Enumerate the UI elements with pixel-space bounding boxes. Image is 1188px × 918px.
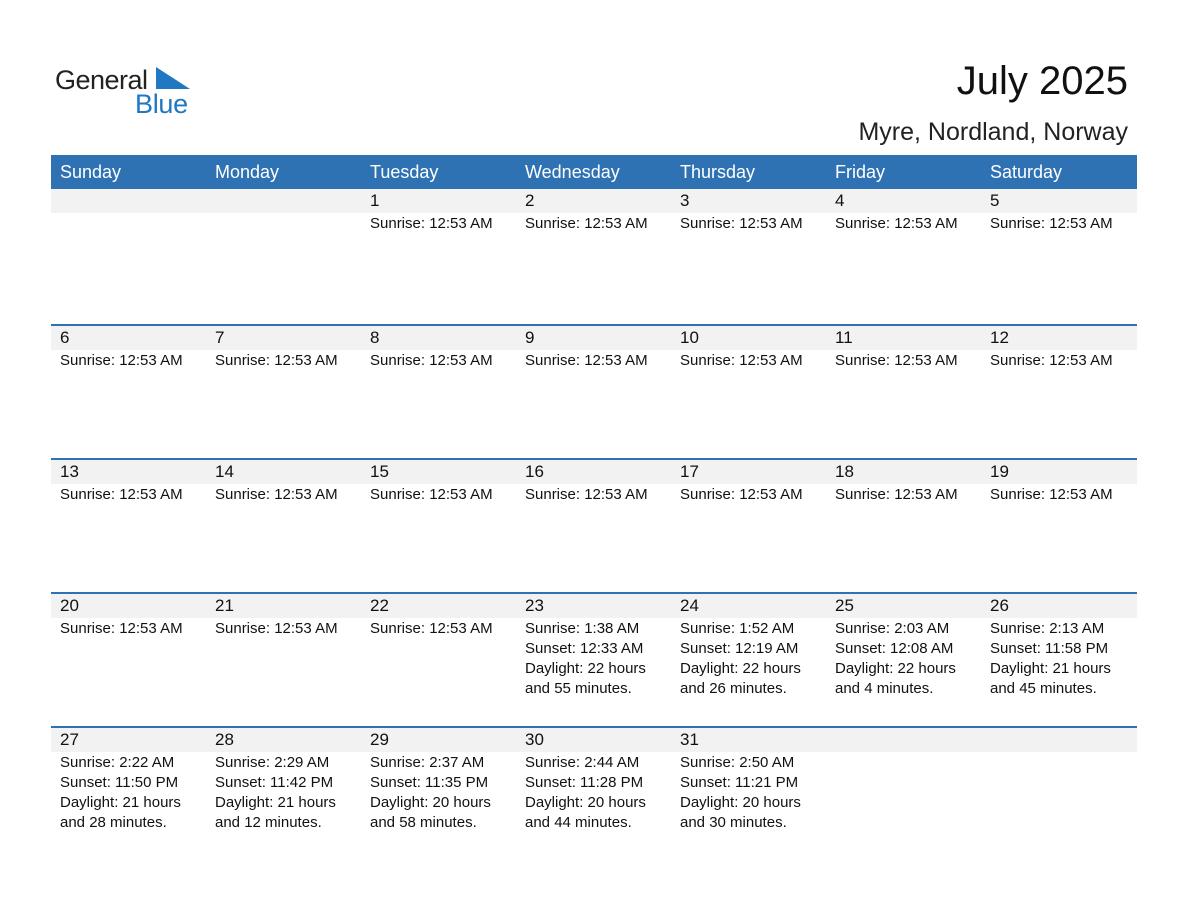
sun-info bbox=[990, 484, 1137, 505]
day-cell bbox=[671, 460, 826, 505]
logo bbox=[55, 64, 205, 120]
day-cell bbox=[206, 594, 361, 699]
sun-info-line: Sunset: 11:21 PM bbox=[680, 774, 799, 791]
week-days bbox=[51, 460, 1137, 505]
sun-info-line: Sunset: 12:08 AM bbox=[835, 640, 954, 657]
sun-info-line: and 45 minutes. bbox=[990, 680, 1097, 697]
day-number: 14 bbox=[215, 462, 234, 481]
sun-info-line: Sunrise: 12:53 AM bbox=[215, 486, 338, 503]
sun-info bbox=[60, 213, 206, 214]
sun-info-line: Daylight: 21 hours bbox=[215, 794, 336, 811]
week-row bbox=[51, 189, 1137, 324]
day-number: 7 bbox=[215, 328, 225, 347]
day-cell bbox=[826, 189, 981, 234]
sun-info-line: Sunrise: 12:53 AM bbox=[990, 352, 1113, 369]
day-cell bbox=[361, 594, 516, 699]
sun-info bbox=[60, 484, 206, 505]
logo-text-general: General bbox=[55, 65, 148, 95]
day-number: 4 bbox=[835, 191, 845, 210]
sun-info bbox=[215, 752, 361, 833]
sun-info bbox=[525, 752, 671, 833]
sun-info bbox=[370, 752, 516, 833]
day-cell bbox=[671, 728, 826, 833]
sun-info-line: Sunset: 12:19 AM bbox=[680, 640, 799, 657]
sun-info-line: Sunrise: 12:53 AM bbox=[370, 620, 493, 637]
day-cell bbox=[51, 594, 206, 699]
day-number: 12 bbox=[990, 328, 1009, 347]
sun-info-line: Sunset: 11:42 PM bbox=[215, 774, 334, 791]
day-cell bbox=[361, 326, 516, 371]
sun-info-line: Sunrise: 12:53 AM bbox=[215, 620, 338, 637]
day-number: 3 bbox=[680, 191, 690, 210]
sun-info-line: Sunrise: 12:53 AM bbox=[525, 352, 648, 369]
day-number: 8 bbox=[370, 328, 380, 347]
day-cell bbox=[826, 594, 981, 699]
sun-info-line: Sunset: 11:58 PM bbox=[990, 640, 1109, 657]
sun-info bbox=[835, 213, 981, 234]
day-cell bbox=[981, 326, 1137, 371]
day-number: 16 bbox=[525, 462, 544, 481]
day-cell bbox=[361, 189, 516, 234]
day-cell bbox=[671, 594, 826, 699]
day-number: 11 bbox=[835, 328, 853, 347]
sun-info-line: and 58 minutes. bbox=[370, 814, 477, 831]
sun-info-line: Daylight: 22 hours bbox=[835, 660, 956, 677]
location-subtitle: Myre, Nordland, Norway bbox=[858, 118, 1128, 146]
sun-info bbox=[525, 213, 671, 234]
sun-info bbox=[680, 752, 826, 833]
weekday-monday: Monday bbox=[215, 162, 280, 182]
day-cell bbox=[51, 326, 206, 371]
week-days bbox=[51, 728, 1137, 833]
sun-info bbox=[835, 350, 981, 371]
day-cell bbox=[206, 460, 361, 505]
day-cell bbox=[51, 728, 206, 833]
week-row bbox=[51, 324, 1137, 458]
week-row bbox=[51, 458, 1137, 592]
day-cell bbox=[516, 189, 671, 234]
week-days bbox=[51, 189, 1137, 234]
sun-info-line: Sunrise: 2:29 AM bbox=[215, 754, 330, 771]
sun-info-line: Sunrise: 12:53 AM bbox=[525, 215, 648, 232]
day-cell bbox=[51, 460, 206, 505]
day-cell bbox=[206, 326, 361, 371]
sun-info bbox=[370, 618, 516, 639]
day-cell bbox=[361, 460, 516, 505]
day-cell bbox=[516, 460, 671, 505]
day-number: 26 bbox=[990, 596, 1009, 615]
sun-info-line: Sunrise: 2:13 AM bbox=[990, 620, 1105, 637]
day-number bbox=[215, 189, 361, 213]
sun-info-line: Sunrise: 12:53 AM bbox=[370, 486, 493, 503]
day-cell bbox=[826, 460, 981, 505]
sun-info-line: Sunrise: 12:53 AM bbox=[215, 352, 338, 369]
week-row bbox=[51, 726, 1137, 860]
weeks-container bbox=[51, 189, 1137, 860]
weekday-thursday: Thursday bbox=[680, 162, 756, 182]
sun-info-line: Sunrise: 12:53 AM bbox=[680, 215, 803, 232]
day-number: 18 bbox=[835, 462, 854, 481]
sun-info-line: Sunrise: 2:50 AM bbox=[680, 754, 795, 771]
day-number: 19 bbox=[990, 462, 1009, 481]
sun-info bbox=[525, 484, 671, 505]
calendar-grid bbox=[51, 155, 1137, 860]
sun-info-line: Sunrise: 12:53 AM bbox=[60, 620, 183, 637]
day-number: 30 bbox=[525, 730, 544, 749]
sun-info bbox=[680, 618, 826, 699]
sun-info bbox=[990, 618, 1137, 699]
sun-info-line: Sunrise: 2:22 AM bbox=[60, 754, 175, 771]
day-number bbox=[60, 189, 206, 213]
sun-info bbox=[370, 213, 516, 234]
page-title: July 2025 bbox=[956, 59, 1128, 103]
sun-info bbox=[60, 350, 206, 371]
sun-info bbox=[990, 350, 1137, 371]
day-number: 31 bbox=[680, 730, 699, 749]
day-cell bbox=[516, 728, 671, 833]
sun-info-line: Sunset: 12:33 AM bbox=[525, 640, 644, 657]
sun-info-line: Sunrise: 12:53 AM bbox=[990, 486, 1113, 503]
week-days bbox=[51, 594, 1137, 699]
day-number: 20 bbox=[60, 596, 79, 615]
sun-info-line: and 55 minutes. bbox=[525, 680, 632, 697]
sun-info bbox=[525, 618, 671, 699]
day-number: 25 bbox=[835, 596, 854, 615]
sun-info-line: Daylight: 20 hours bbox=[370, 794, 491, 811]
day-number: 23 bbox=[525, 596, 544, 615]
day-cell bbox=[826, 326, 981, 371]
day-cell bbox=[981, 189, 1137, 234]
sun-info bbox=[370, 350, 516, 371]
day-number: 2 bbox=[525, 191, 535, 210]
logo-triangle-icon bbox=[156, 67, 190, 89]
sun-info-line: Sunrise: 1:38 AM bbox=[525, 620, 640, 637]
sun-info bbox=[525, 350, 671, 371]
sun-info-line: Sunrise: 2:03 AM bbox=[835, 620, 950, 637]
sun-info-line: Sunrise: 12:53 AM bbox=[835, 486, 958, 503]
empty-day-cell bbox=[826, 728, 981, 833]
sun-info bbox=[990, 752, 1137, 753]
sun-info-line: Sunrise: 12:53 AM bbox=[370, 352, 493, 369]
day-number: 28 bbox=[215, 730, 234, 749]
sun-info bbox=[835, 752, 981, 753]
day-number bbox=[990, 728, 1137, 752]
weekday-wednesday: Wednesday bbox=[525, 162, 620, 182]
sun-info bbox=[215, 618, 361, 639]
sun-info bbox=[370, 484, 516, 505]
day-cell bbox=[981, 594, 1137, 699]
sun-info-line: Sunrise: 12:53 AM bbox=[680, 352, 803, 369]
sun-info bbox=[60, 752, 206, 833]
sun-info-line: and 26 minutes. bbox=[680, 680, 787, 697]
sun-info-line: Sunset: 11:28 PM bbox=[525, 774, 644, 791]
sun-info-line: Daylight: 22 hours bbox=[680, 660, 801, 677]
sun-info bbox=[60, 618, 206, 639]
sun-info-line: and 12 minutes. bbox=[215, 814, 322, 831]
week-row bbox=[51, 592, 1137, 726]
sun-info-line: Sunrise: 12:53 AM bbox=[370, 215, 493, 232]
sun-info bbox=[215, 484, 361, 505]
day-number bbox=[835, 728, 981, 752]
weekday-friday: Friday bbox=[835, 162, 886, 182]
sun-info-line: and 44 minutes. bbox=[525, 814, 632, 831]
day-number: 9 bbox=[525, 328, 535, 347]
sun-info-line: and 30 minutes. bbox=[680, 814, 787, 831]
empty-day-cell bbox=[51, 189, 206, 234]
sun-info-line: Sunrise: 1:52 AM bbox=[680, 620, 795, 637]
day-number: 5 bbox=[990, 191, 1000, 210]
sun-info bbox=[680, 484, 826, 505]
sun-info-line: Sunset: 11:50 PM bbox=[60, 774, 179, 791]
day-number: 29 bbox=[370, 730, 389, 749]
sun-info-line: and 28 minutes. bbox=[60, 814, 167, 831]
weekday-tuesday: Tuesday bbox=[370, 162, 439, 182]
day-cell bbox=[516, 594, 671, 699]
sun-info-line: Daylight: 21 hours bbox=[60, 794, 181, 811]
sun-info-line: Sunrise: 12:53 AM bbox=[835, 352, 958, 369]
sun-info-line: Sunrise: 12:53 AM bbox=[60, 486, 183, 503]
day-number: 10 bbox=[680, 328, 699, 347]
sun-info bbox=[215, 350, 361, 371]
day-cell bbox=[206, 728, 361, 833]
sun-info-line: Sunrise: 2:37 AM bbox=[370, 754, 485, 771]
day-number: 24 bbox=[680, 596, 699, 615]
sun-info bbox=[680, 350, 826, 371]
empty-day-cell bbox=[981, 728, 1137, 833]
empty-day-cell bbox=[206, 189, 361, 234]
week-days bbox=[51, 326, 1137, 371]
weekday-saturday: Saturday bbox=[990, 162, 1063, 182]
day-number: 15 bbox=[370, 462, 389, 481]
weekday-header bbox=[51, 155, 1137, 189]
sun-info-line: Sunset: 11:35 PM bbox=[370, 774, 489, 791]
day-number: 22 bbox=[370, 596, 389, 615]
day-number: 17 bbox=[680, 462, 699, 481]
sun-info bbox=[990, 213, 1137, 234]
day-cell bbox=[981, 460, 1137, 505]
sun-info-line: Sunrise: 12:53 AM bbox=[990, 215, 1113, 232]
day-number: 6 bbox=[60, 328, 70, 347]
day-number: 21 bbox=[215, 596, 234, 615]
day-number: 1 bbox=[370, 191, 380, 210]
sun-info-line: Sunrise: 12:53 AM bbox=[835, 215, 958, 232]
sun-info-line: Daylight: 20 hours bbox=[525, 794, 646, 811]
sun-info bbox=[680, 213, 826, 234]
sun-info bbox=[215, 213, 361, 214]
sun-info-line: Sunrise: 12:53 AM bbox=[680, 486, 803, 503]
weekday-sunday: Sunday bbox=[60, 162, 122, 182]
sun-info bbox=[835, 484, 981, 505]
sun-info-line: Daylight: 22 hours bbox=[525, 660, 646, 677]
logo-text-blue: Blue bbox=[135, 89, 188, 119]
day-number: 13 bbox=[60, 462, 79, 481]
day-cell bbox=[671, 326, 826, 371]
day-cell bbox=[671, 189, 826, 234]
day-cell bbox=[361, 728, 516, 833]
sun-info-line: Daylight: 20 hours bbox=[680, 794, 801, 811]
sun-info-line: Sunrise: 2:44 AM bbox=[525, 754, 640, 771]
sun-info-line: and 4 minutes. bbox=[835, 680, 934, 697]
day-number: 27 bbox=[60, 730, 79, 749]
sun-info-line: Sunrise: 12:53 AM bbox=[60, 352, 183, 369]
day-cell bbox=[516, 326, 671, 371]
sun-info bbox=[835, 618, 981, 699]
sun-info-line: Daylight: 21 hours bbox=[990, 660, 1111, 677]
sun-info-line: Sunrise: 12:53 AM bbox=[525, 486, 648, 503]
